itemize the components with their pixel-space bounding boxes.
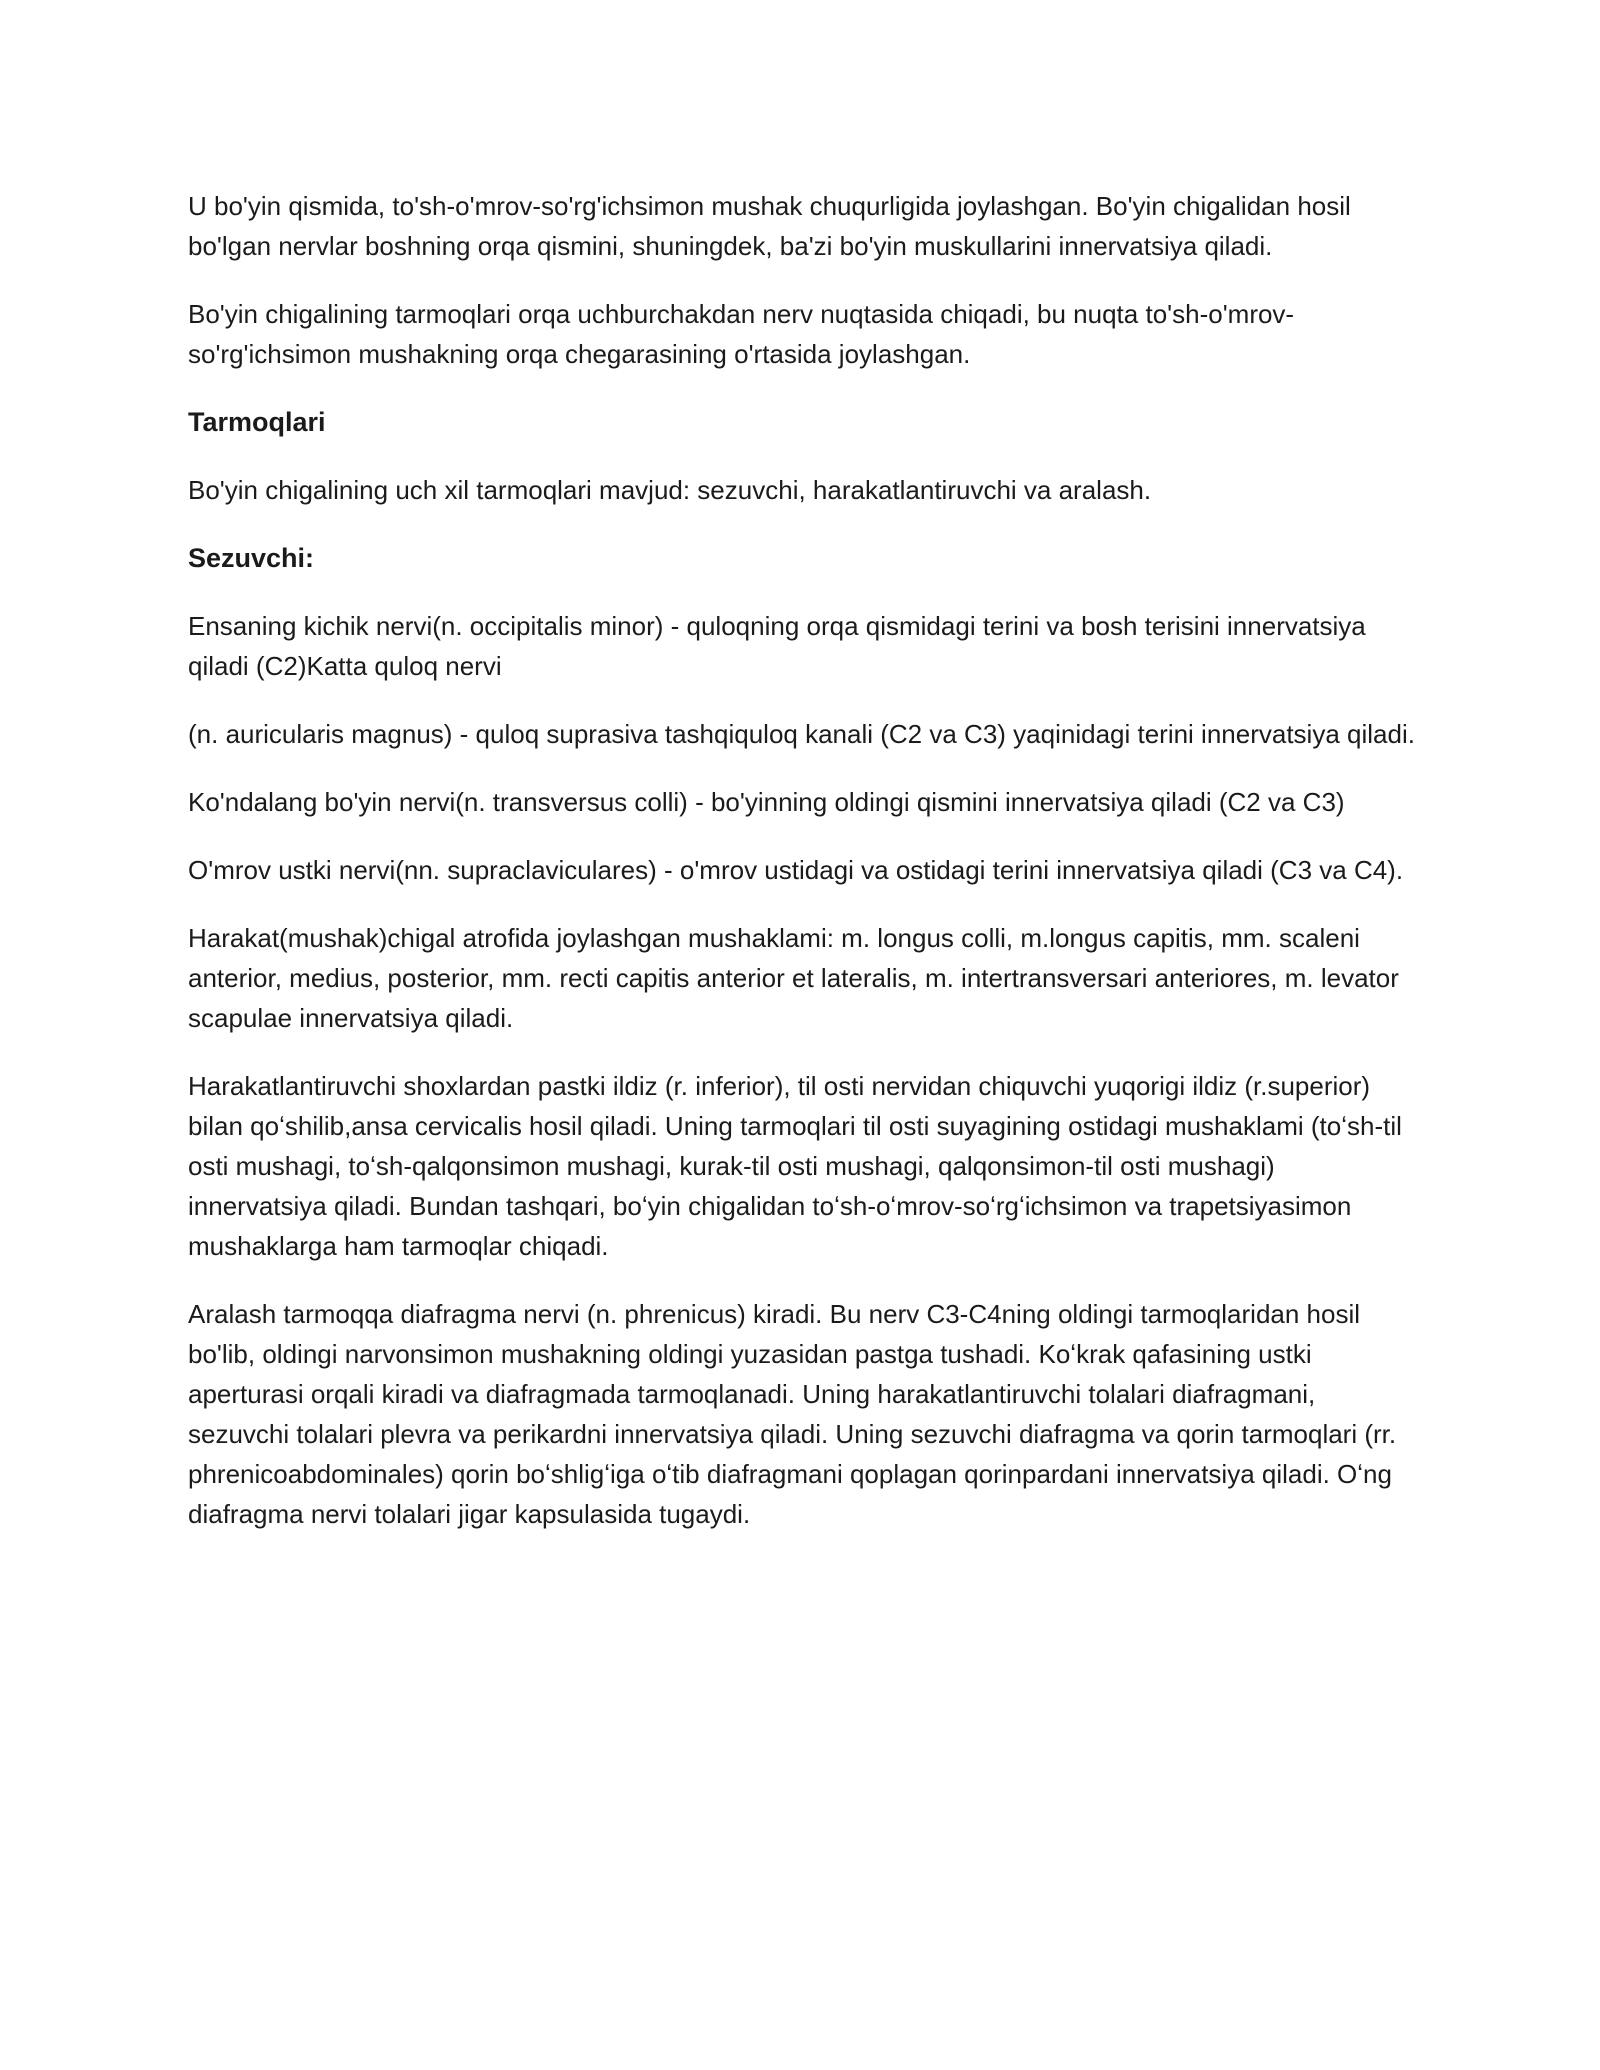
paragraph-supraclaviculares: O'mrov ustki nervi(nn. supraclaviculares) - o'mrov ustidagi va ostidagi terini innervatsiya qiladi (C3 va C4).: [188, 855, 1404, 885]
paragraph-branch-types: Bo'yin chigalining uch xil tarmoqlari mavjud: sezuvchi, harakatlantiruvchi va aralash.: [188, 475, 1152, 505]
paragraph-auricularis-magnus: (n. auricularis magnus) - quloq suprasiva tashqiquloq kanali (C2 va C3) yaqinidagi terini innervatsiya qiladi.: [188, 719, 1415, 749]
heading-tarmoqlari: Tarmoqlari: [188, 407, 326, 437]
paragraph-transversus-colli: Ko'ndalang bo'yin nervi(n. transversus colli) - bo'yinning oldingi qismini innervatsiya qiladi (C2 va C3): [188, 787, 1345, 817]
paragraph-nerve-point: Bo'yin chigalining tarmoqlari orqa uchburchakdan nerv nuqtasida chiqadi, bu nuqta to'sh-o'mrov-so'rg'ichsimon mushakning orqa chegarasining o'rtasida joylashgan.: [188, 299, 1295, 369]
paragraph-motor-muscles: Harakat(mushak)chigal atrofida joylashgan mushaklami: m. longus colli, m.longus capitis, mm. scaleni anterior, medius, posterior, mm. recti capitis anterior et lateralis, m. intertransversari anteriores, m. levator scapulae innervatsiya qiladi.: [188, 923, 1399, 1033]
paragraph-phrenicus: Aralash tarmoqqa diafragma nervi (n. phrenicus) kiradi. Bu nerv C3-C4ning oldingi tarmoqlaridan hosil bo'lib, oldingi narvonsimon mushakning oldingi yuzasidan pastga tushadi. Koʻkrak qafasining ustki aperturasi orqali kiradi va diafragmada tarmoqlanadi. Uning harakatlantiruvchi tolalari diafragmani, sezuvchi tolalari plevra va perikardni innervatsiya qiladi. Uning sezuvchi diafragma va qorin tarmoqlari (rr. phrenicoabdominales) qorin boʻshligʻiga oʻtib diafragmani qoplagan qorinpardani innervatsiya qiladi. Oʻng diafragma nervi tolalari jigar kapsulasida tugaydi.: [188, 1299, 1397, 1529]
paragraph-intro: U bo'yin qismida, to'sh-o'mrov-so'rg'ichsimon mushak chuqurligida joylashgan. Bo'yin chigalidan hosil bo'lgan nervlar boshning orqa qismini, shuningdek, ba'zi bo'yin muskullarini innervatsiya qiladi.: [188, 191, 1351, 261]
paragraph-ansa-cervicalis: Harakatlantiruvchi shoxlardan pastki ildiz (r. inferior), til osti nervidan chiquvchi yuqorigi ildiz (r.superior) bilan qoʻshilib,ansa cervicalis hosil qiladi. Uning tarmoqlari til osti suyagining ostidagi mushaklami (toʻsh-til osti mushagi, toʻsh-qalqonsimon mushagi, kurak-til osti mushagi, qalqonsimon-til osti mushagi) innervatsiya qiladi. Bundan tashqari, boʻyin chigalidan toʻsh-oʻmrov-soʻrgʻichsimon va trapetsiyasimon mushaklarga ham tarmoqlar chiqadi.: [188, 1071, 1402, 1261]
heading-sezuvchi: Sezuvchi:: [188, 543, 315, 573]
paragraph-occipitalis-minor: Ensaning kichik nervi(n. occipitalis minor) - quloqning orqa qismidagi terini va bosh terisini innervatsiya qiladi (C2)Katta quloq nervi: [188, 611, 1366, 681]
document-page: [188, 186, 1418, 1562]
